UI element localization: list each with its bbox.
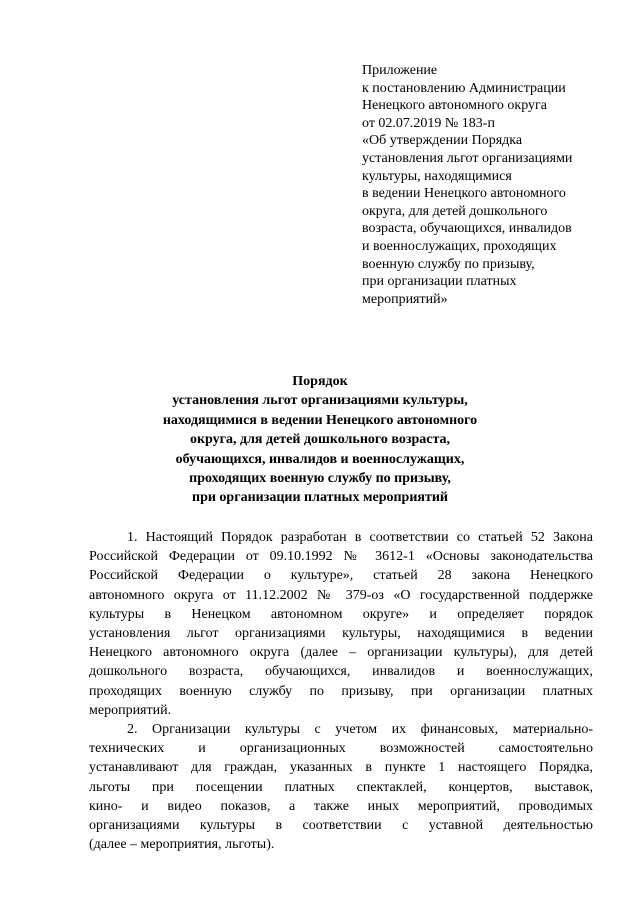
paragraph-line: Ненецкого автономного округа (далее – организации культуры), для детей <box>89 645 593 661</box>
appendix-line: округа, для детей дошкольного <box>362 203 548 219</box>
paragraph-line: кино- и видео показов, а также иных мероприятий, проводимых <box>89 798 593 814</box>
title-line: находящимися в ведении Ненецкого автономного <box>162 412 478 428</box>
paragraph-line: Российской Федерации от 09.10.1992 № 3612-1 «Основы законодательства <box>89 549 593 565</box>
appendix-line: при организации платных <box>362 274 517 290</box>
title-line: Порядок <box>292 374 348 389</box>
appendix-line: Ненецкого автономного округа <box>362 98 547 114</box>
appendix-line: «Об утверждении Порядка <box>362 133 523 149</box>
paragraph-line: автономного округа от 11.12.2002 № 379-оз «О государственной поддержке <box>89 587 593 603</box>
paragraph-line: организациями культуры в соответствии с уставной деятельностью <box>89 818 593 834</box>
title-line: обучающихся, инвалидов и военнослужащих, <box>175 451 465 467</box>
appendix-line: установления льгот организациями <box>362 150 573 166</box>
appendix-line: от 02.07.2019 № 183-п <box>362 115 495 131</box>
appendix-line: возраста, обучающихся, инвалидов <box>362 221 572 237</box>
paragraph-line: мероприятий. <box>89 702 172 718</box>
paragraph-line: установления льгот организациями культуры, находящимися в ведении <box>89 626 593 642</box>
paragraph-line: льготы при посещении платных спектаклей, концертов, выставок, <box>89 779 593 795</box>
paragraph-line: дошкольного возраста, обучающихся, инвалидов и военнослужащих, <box>89 664 593 680</box>
paragraph-line: (далее – мероприятия, льготы). <box>89 837 275 853</box>
appendix-line: военную службу по призыву, <box>362 256 535 272</box>
title-line: при организации платных мероприятий <box>192 490 448 506</box>
appendix-block <box>362 62 622 308</box>
document-title <box>80 372 560 508</box>
paragraph-line: проходящих военную службу по призыву, при организации платных <box>89 683 593 699</box>
paragraph-1 <box>89 528 593 720</box>
appendix-line: в ведении Ненецкого автономного <box>362 186 566 202</box>
paragraph-line: Российской Федерации о культуре», статьей 28 закона Ненецкого <box>89 568 593 584</box>
paragraph-2 <box>89 720 593 854</box>
paragraph-line: 2. Организации культуры с учетом их финансовых, материально- <box>127 722 593 738</box>
appendix-line: и военнослужащих, проходящих <box>362 238 557 254</box>
paragraph-line: 1. Настоящий Порядок разработан в соответствии со статьей 52 Закона <box>127 530 593 545</box>
appendix-line: мероприятий» <box>362 291 448 307</box>
title-line: установления льгот организациями культуры, <box>172 393 468 409</box>
paragraph-line: технических и организационных возможностей самостоятельно <box>89 741 593 757</box>
document-body <box>89 528 593 854</box>
appendix-line: к постановлению Администрации <box>362 80 566 96</box>
title-line: округа, для детей дошкольного возраста, <box>189 432 451 448</box>
paragraph-line: устанавливают для граждан, указанных в пункте 1 настоящего Порядка, <box>89 760 593 776</box>
title-line: проходящих военную службу по призыву, <box>189 471 451 487</box>
appendix-line: Приложение <box>362 63 438 78</box>
appendix-line: культуры, находящимися <box>362 168 512 184</box>
paragraph-line: культуры в Ненецком автономном округе» и определяет порядок <box>89 606 593 622</box>
